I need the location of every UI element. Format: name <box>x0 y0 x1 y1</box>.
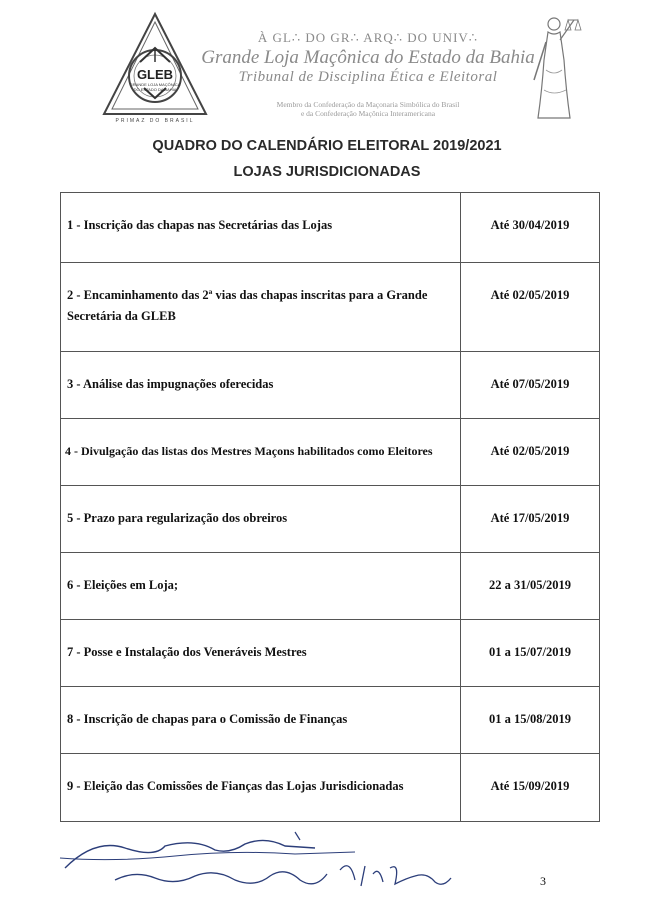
svg-text:DO ESTADO DA BAHIA: DO ESTADO DA BAHIA <box>133 87 177 92</box>
document-subtitle: LOJAS JURISDICIONADAS <box>233 164 421 180</box>
gleb-seal-logo <box>100 10 210 124</box>
step-description: 8 - Inscrição de chapas para o Comissão de Finanças <box>61 687 461 753</box>
step-deadline: Até 30/04/2019 <box>490 218 570 232</box>
organization-name: Grande Loja Maçônica do Estado da Bahia <box>201 47 535 68</box>
letterhead <box>0 0 654 135</box>
step-deadline: 01 a 15/07/2019 <box>489 645 571 659</box>
step-description: 6 - Eleições em Loja; <box>61 553 461 619</box>
step-description: 5 - Prazo para regularização dos obreiros <box>61 486 461 552</box>
table-row <box>61 193 599 263</box>
table-row <box>61 419 599 486</box>
page-number: 3 <box>540 874 546 888</box>
step-deadline: Até 02/05/2019 <box>490 288 570 302</box>
step-deadline: Até 17/05/2019 <box>490 511 570 525</box>
handwritten-signature <box>55 818 485 898</box>
step-description: 2 - Encaminhamento das 2ª vias das chapas inscritas para a Grande Secretária da GLEB <box>61 263 461 351</box>
table-row <box>61 553 599 620</box>
table-row <box>61 352 599 419</box>
electoral-calendar-table <box>60 192 600 822</box>
table-row <box>61 486 599 553</box>
step-deadline: 22 a 31/05/2019 <box>489 578 571 592</box>
step-deadline: 01 a 15/08/2019 <box>489 712 571 726</box>
letterhead-text <box>200 30 536 118</box>
step-description: 9 - Eleição das Comissões de Fianças das Lojas Jurisdicionadas <box>61 754 461 821</box>
svg-text:GLEB: GLEB <box>136 67 174 82</box>
table-row <box>61 263 599 352</box>
tribunal-name: Tribunal de Disciplina Ética e Eleitoral <box>238 69 498 85</box>
membership-line-1: Membro da Confederação da Maçonaria Simbólica do Brasil <box>276 100 460 109</box>
svg-text:PRIMAZ DO BRASIL: PRIMAZ DO BRASIL <box>115 118 195 124</box>
step-deadline: Até 02/05/2019 <box>490 444 570 458</box>
lady-justice-icon <box>530 10 578 122</box>
table-row <box>61 754 599 822</box>
membership-line-2: e da Confederação Maçônica Interamericana <box>300 109 436 118</box>
table-row <box>61 620 599 687</box>
step-deadline: Até 15/09/2019 <box>490 779 570 793</box>
step-description: 7 - Posse e Instalação dos Veneráveis Mestres <box>61 620 461 686</box>
step-description: 1 - Inscrição das chapas nas Secretárias das Lojas <box>61 193 461 262</box>
step-description: 4 - Divulgação das listas dos Mestres Maçons habilitados como Eleitores <box>61 419 461 485</box>
invocation-line: À GL∴ DO GR∴ ARQ∴ DO UNIV∴ <box>257 30 479 45</box>
table-row <box>61 687 599 754</box>
step-deadline: Até 07/05/2019 <box>490 377 570 391</box>
document-title: QUADRO DO CALENDÁRIO ELEITORAL 2019/2021 <box>152 138 502 154</box>
step-description: 3 - Análise das impugnações oferecidas <box>61 352 461 418</box>
svg-text:GRANDE LOJA MAÇÔNICA: GRANDE LOJA MAÇÔNICA <box>129 82 181 87</box>
